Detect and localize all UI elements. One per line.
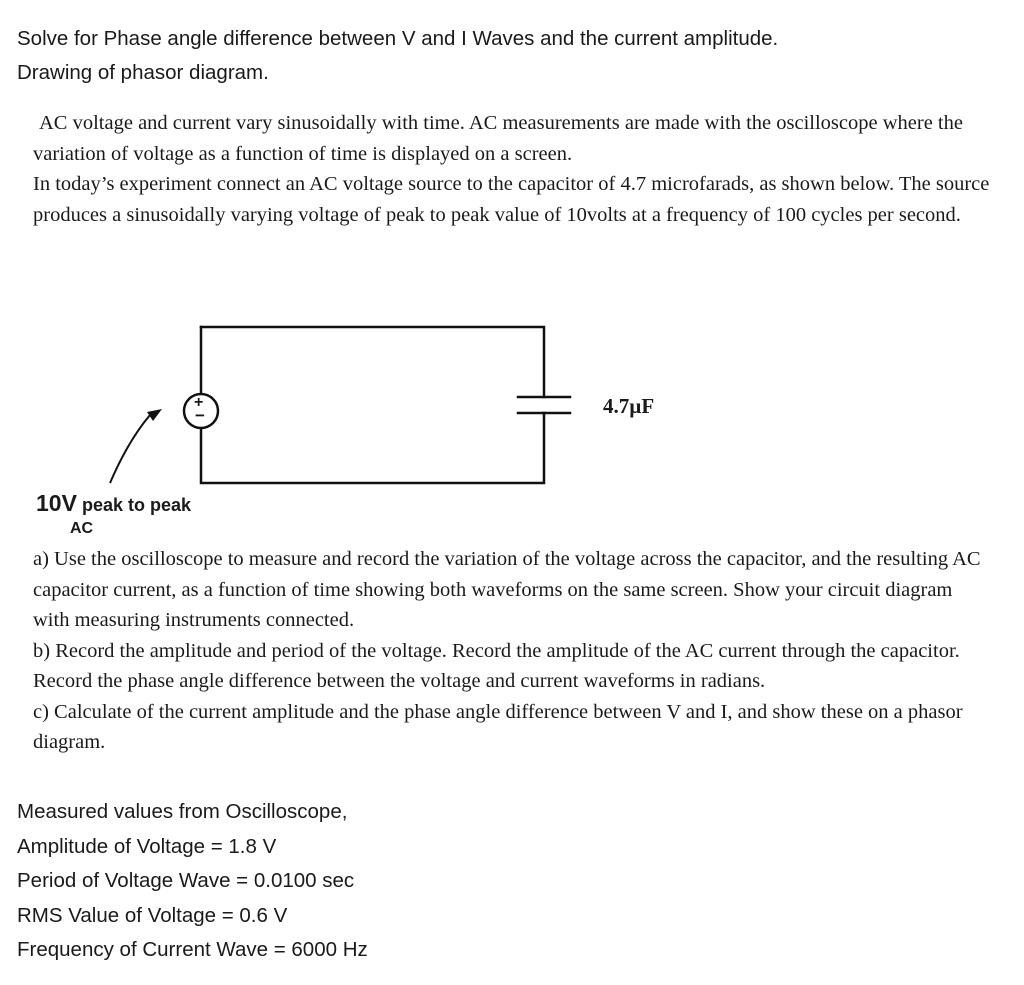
- problem-paragraph-1: AC voltage and current vary sinusoidally with time. AC measurements are made with the oscilloscope where the variation of voltage as a function of time is displayed on a screen.: [33, 112, 963, 165]
- measured-value: Amplitude of Voltage = 1.8 V: [17, 834, 277, 858]
- question-header: [17, 22, 1007, 90]
- source-voltage-value: 10V: [36, 490, 77, 516]
- arrowhead-icon: [147, 409, 162, 421]
- task-b: b) Record the amplitude and period of the voltage. Record the amplitude of the AC current through the capacitor. Record the phase angle difference between the voltage and current waveforms in radians.: [33, 639, 960, 692]
- problem-paragraph-2: In today’s experiment connect an AC voltage source to the capacitor of 4.7 microfarads, as shown below. The source produces a sinusoidally varying voltage of peak to peak value of 10volts at a frequency of 100 cycles per second.: [33, 173, 990, 226]
- source-voltage-desc: peak to peak: [81, 495, 191, 515]
- measured-heading: Measured values from Oscilloscope,: [17, 800, 348, 823]
- measured-value: RMS Value of Voltage = 0.6 V: [17, 903, 288, 927]
- source-type-label: AC: [70, 520, 94, 537]
- circuit-diagram: [0, 300, 720, 545]
- task-a: a) Use the oscilloscope to measure and record the variation of the voltage across the capacitor, and the resulting AC capacitor current, as a function of time showing both waveforms on the same screen. Show your circuit diagram with measuring instruments connected.: [33, 548, 981, 631]
- question-title: Solve for Phase angle difference between V and I Waves and the current amplitude.: [17, 27, 779, 50]
- pointer-arrow-icon: [110, 415, 150, 483]
- source-plus-sign: +: [194, 394, 204, 411]
- measured-values: [17, 795, 717, 968]
- wire-bottom: [201, 413, 544, 483]
- wire-top: [201, 327, 544, 397]
- capacitor-label: 4.7µF: [603, 394, 655, 418]
- task-list: [33, 544, 993, 758]
- task-c: c) Calculate of the current amplitude and the phase angle difference between V and I, and show these on a phasor diagram.: [33, 700, 963, 753]
- measured-value: Period of Voltage Wave = 0.0100 sec: [17, 869, 355, 892]
- question-subtitle: Drawing of phasor diagram.: [17, 61, 269, 84]
- problem-statement: [33, 108, 993, 230]
- source-voltage-label: [36, 490, 191, 517]
- source-minus-sign: −: [195, 406, 205, 425]
- measured-value: Frequency of Current Wave = 6000 Hz: [17, 938, 368, 961]
